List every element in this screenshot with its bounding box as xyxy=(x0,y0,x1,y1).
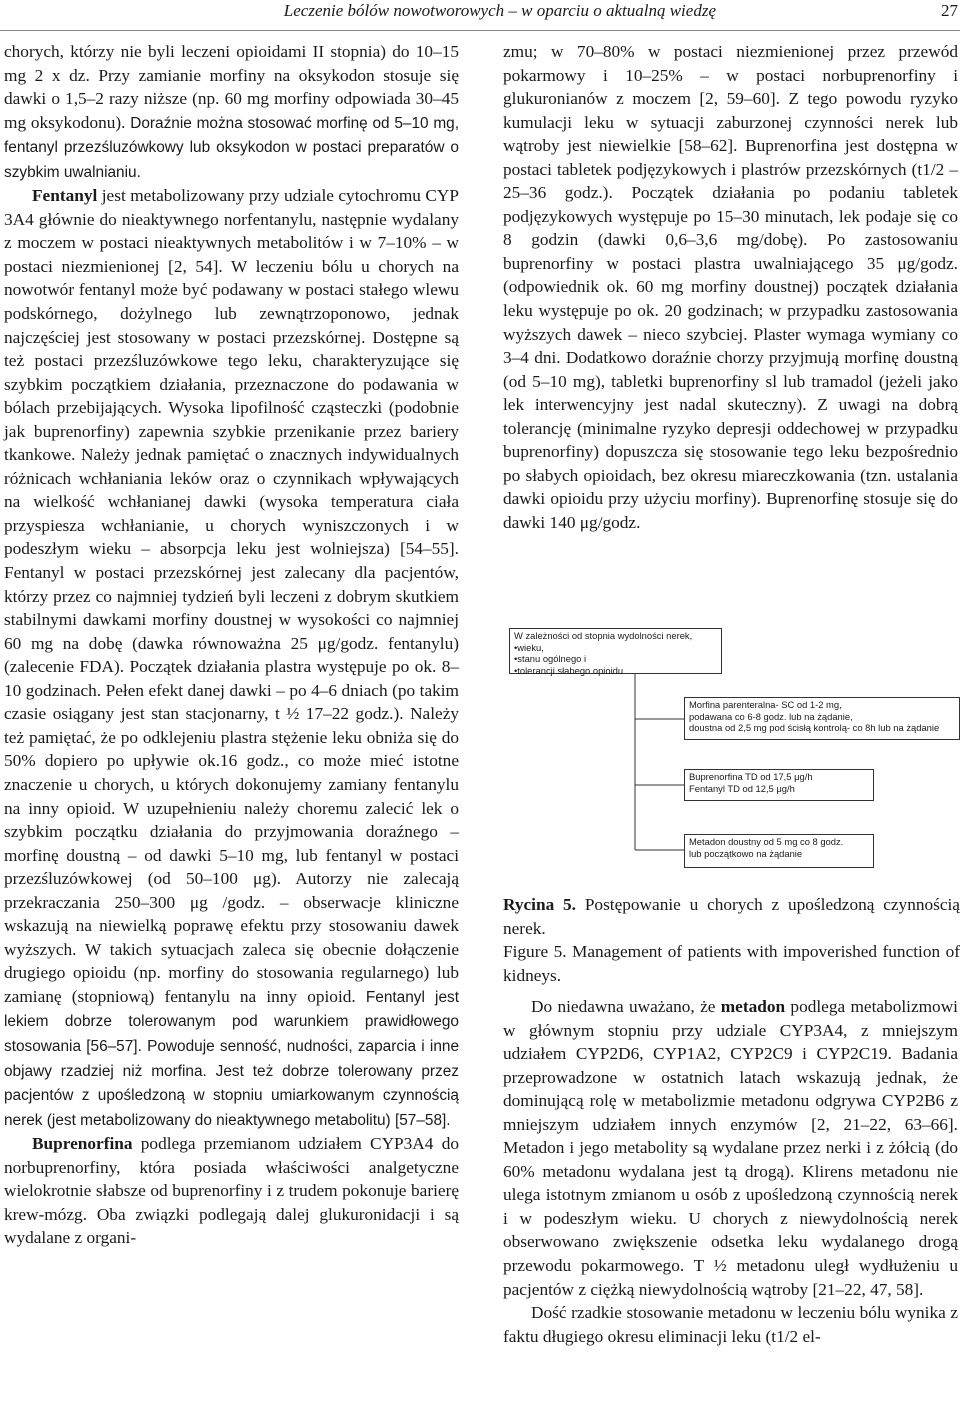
paragraph-morphine-conversion xyxy=(4,40,459,184)
paragraph-text: jest metabolizowany przy udziale cytochromu CYP 3A4 głównie do nieaktywnego norfentanylu, następnie wydalany z moczem w postaci nieaktywnych metabolitów i w 7–10% – w postaci niezmienionej [2, 54]. W leczeniu bólu u chorych na nowotwór fentanyl może być podawany w postaci stałego wlewu podskórnego, dożylnego lub zewnątrzoponowo, jednak najczęściej jest stosowany w postaci przezskórnej. Dostępne są też postaci przezśluzówkowe tego leku, charakteryzujące się szybkim początkiem działania, przeznaczone do podawania w bólach przebijających. Wysoka lipofilność cząsteczki (podobnie jak buprenorfiny) zapewnia szybkie przenikanie przez bariery tkankowe. Należy jednak pamiętać o znacznych indywidualnych różnicach wchłaniania leków oraz o czynnikach wpływających na wielkość wchłanianej dawki (wysoka temperatura ciała przyspiesza wchłanianie, u chorych wyniszczonych i w podeszłym wieku – absorpcja leku jest wolniejsza) [54–55]. Fentanyl w postaci przezskórnej jest zalecany dla pacjentów, którzy przez co najmniej tydzień byli leczeni z dobrym skutkiem stabilnymi dawkami morfiny doustnej w wysokości co najmniej 60 mg na dobę (dawka równoważna 25 μg/godz. fentanylu) (zalecenie FDA). Początek działania plastra występuje po ok. 8–10 godzinach. Pełen efekt danej dawki – po 4–6 dniach (po takim czasie osiągany jest stan stacjonarny, t ½ 17–22 godz.). Należy też pamiętać, że po odklejeniu plastra stężenie leku obniża się do 50% dopiero po upływie ok.16 godz., co może mieć istotne znaczenie u chorych, u których dokonujemy zamiany fentanylu na inny opioid. W uzupełnieniu należy choremu zalecić lek o szybkim początku działania do przyjmowania doraźnego – morfinę doustną – od dawki 5–10 mg, lub fentanyl w postaci przezśluzówkowej (od 50–100 μg). Autorzy nie zalecają przekraczania 250–300 μg /godz. – obserwacje kliniczne wskazują na niewielką poprawę efektu przy stosowaniu dawek wyższych. W takich sytuacjach zaleca się obecnie dołączenie drugiego opioidu (np. morfiny do stosowania regularnego) lub zamianę (stopniową) fentanylu na inny opioid. xyxy=(4,186,459,1006)
paragraph-methadone-usage: Dość rzadkie stosowanie metadonu w leczeniu bólu wynika z faktu długiego okresu eliminacji leku (t1/2 el- xyxy=(503,1303,958,1346)
box-line: •stanu ogólnego i xyxy=(514,653,587,665)
paragraph-buprenorphine xyxy=(4,1132,459,1250)
caption-english: Figure 5. Management of patients with impoverished function of kidneys. xyxy=(503,942,960,985)
flowchart-box-methadone xyxy=(684,834,874,868)
flowchart-figure-5 xyxy=(503,624,960,884)
running-header xyxy=(0,0,960,31)
right-column-top xyxy=(503,40,958,534)
page-number: 27 xyxy=(941,1,958,20)
caption-label: Rycina 5. xyxy=(503,895,577,914)
running-title: Leczenie bólów nowotworowych – w oparciu o aktualną wiedzę xyxy=(283,1,716,20)
caption-text: Postępowanie u chorych z upośledzoną czynnością nerek. xyxy=(503,895,960,938)
paragraph-text: Do niedawna uważano, że xyxy=(531,997,721,1016)
flowchart-box-morphine xyxy=(684,697,960,740)
box-line: lub początkowo na żądanie xyxy=(689,847,803,859)
left-column xyxy=(4,40,459,1250)
figure-caption xyxy=(503,893,960,987)
term-methadone: metadon xyxy=(720,997,786,1016)
term-fentanyl: Fentanyl xyxy=(32,186,98,206)
right-column-bottom xyxy=(503,995,958,1348)
paragraph-text-sans: Fentanyl jest lekiem dobrze tolerowanym pod warunkiem prawidłowego stosowania [56–57]. Powoduje senność, nudności, zaparcia i inne objawy rzadziej niż morfina. Jest też dobrze tolerowany przez pacjentów z upośledzoną w stopniu umiarkowanym czynnością nerek (jest metabolizowany do nieaktywnego metabolitu) [57–58]. xyxy=(4,988,459,1129)
paragraph-text-sans: Doraźnie można stosować morfinę od 5–10 mg, fentanyl przezśluzówkowy lub oksykodon w postaci preparatów o szybkim uwalnianiu. xyxy=(4,114,459,181)
caption-polish xyxy=(503,893,960,940)
paragraph-buprenorphine-cont: zmu; w 70–80% w postaci niezmienionej przez przewód pokarmowy i 10–25% – w postaci norbuprenorfiny i glukuronianów z moczem [2, 59–60]. Z tego powodu ryzyko kumulacji leku w sytuacji zaburzonej czynności nerek lub wątroby jest niewielkie [58–62]. Buprenorfina jest dostępna w postaci tabletek podjęzykowych i plastrów przezskórnych (t1/2 – 25–36 godz.). Początek działania po podaniu tabletek podjęzykowych występuje po 15–30 minutach, lek podaje się co 8 godzin (dawki 0,6–3,6 mg/dobę). Po zastosowaniu buprenorfiny w postaci plastra uwalniającego 35 μg/godz. (odpowiednik ok. 60 mg morfiny doustnej) początek działania leku występuje po ok. 20 godzinach; w przypadku zastosowania wyższych dawek – nieco szybciej. Plaster wymaga wymiany co 3–4 dni. Dodatkowo doraźnie chorzy przyjmują morfinę doustną (od 5–10 mg), tabletki buprenorfiny sl lub tramadol (jeżeli jako lek interwencyjny jest nadal skuteczny). Z uwagi na dobrą tolerancję (minimalne ryzyko depresji oddechowej w przypadku buprenorfiny) dopuszcza się stosowanie tego leku bezpośrednio po słabych opioidach, bez okresu miareczkowania (tzn. ustalania dawki opioidu przy użyciu morfiny). Buprenorfinę stosuje się do dawki 140 μg/godz. xyxy=(503,42,958,532)
paragraph-text: chorych, którzy nie byli leczeni opioidami II stopnia) do 10–15 mg 2 x dz. Przy zamianie morfiny na oksykodon stosuje się dawki o 1,5–2 razy niższe (np. 60 mg morfiny odpowiada 30–45 mg oksykodonu). xyxy=(4,42,459,132)
box-line: Morfina parenteralna- SC od 1-2 mg, xyxy=(689,699,842,710)
box-line: Metadon doustny od 5 mg co 8 godz. xyxy=(689,836,844,847)
box-line: Buprenorfina TD od 17,5 μg/h xyxy=(689,771,813,782)
flowchart-box-transdermal xyxy=(684,769,874,801)
term-buprenorphine: Buprenorfina xyxy=(32,1134,133,1154)
box-line: Fentanyl TD od 12,5 μg/h xyxy=(689,782,795,794)
paragraph-text: podlega metabolizmowi w głównym stopniu przy udziale CYP3A4, z mniejszym udziałem CYP2D6, CYP1A2, CYP2C9 i CYP2C19. Badania przeprowadzone w ostatnich latach wskazują jednak, że dominującą rolę w metabolizmie metadonu odgrywa CYP2B6 z mniejszym udziałem innych enzymów [2, 21–22, 63–66]. Metadon i jego metabolity są wydalane przez nerki i z żółcią (do 60% metadonu wydalana jest tą drogą). Klirens metadonu nie ulega istotnym zmianom u osób z upośledzoną czynnością nerek i w podeszłym wieku. U chorych z niewydolnością nerek obserwowano zwiększenie odsetka leku wydalanego drogą przewodu pokarmowego. T ½ metadonu uległ wydłużeniu u pacjentów z ciężką niewydolnością wątroby [21–22, 47, 58]. xyxy=(503,997,958,1299)
paragraph-methadone xyxy=(503,995,958,1301)
flowchart-box-criteria xyxy=(509,628,722,674)
box-line: •tolerancji słabego opioidu xyxy=(514,664,624,676)
box-line: •wieku, xyxy=(514,641,544,653)
box-line: W zależności od stopnia wydolności nerek, xyxy=(514,630,693,641)
paragraph-fentanyl xyxy=(4,184,459,1132)
box-line: doustna od 2,5 mg pod ścisłą kontrolą- co 8h lub na żądanie xyxy=(689,722,940,734)
box-line: podawana co 6-8 godz. lub na żądanie, xyxy=(689,710,853,722)
paragraph-text: podlega przemianom udziałem CYP3A4 do norbuprenorfiny, która posiada właściwości analgetyczne wielokrotnie słabsze od buprenorfiny i z trudem pokonuje barierę krew-mózg. Oba związki podlegają dalej glukuronidacji i są wydalane z organi- xyxy=(4,1134,459,1248)
